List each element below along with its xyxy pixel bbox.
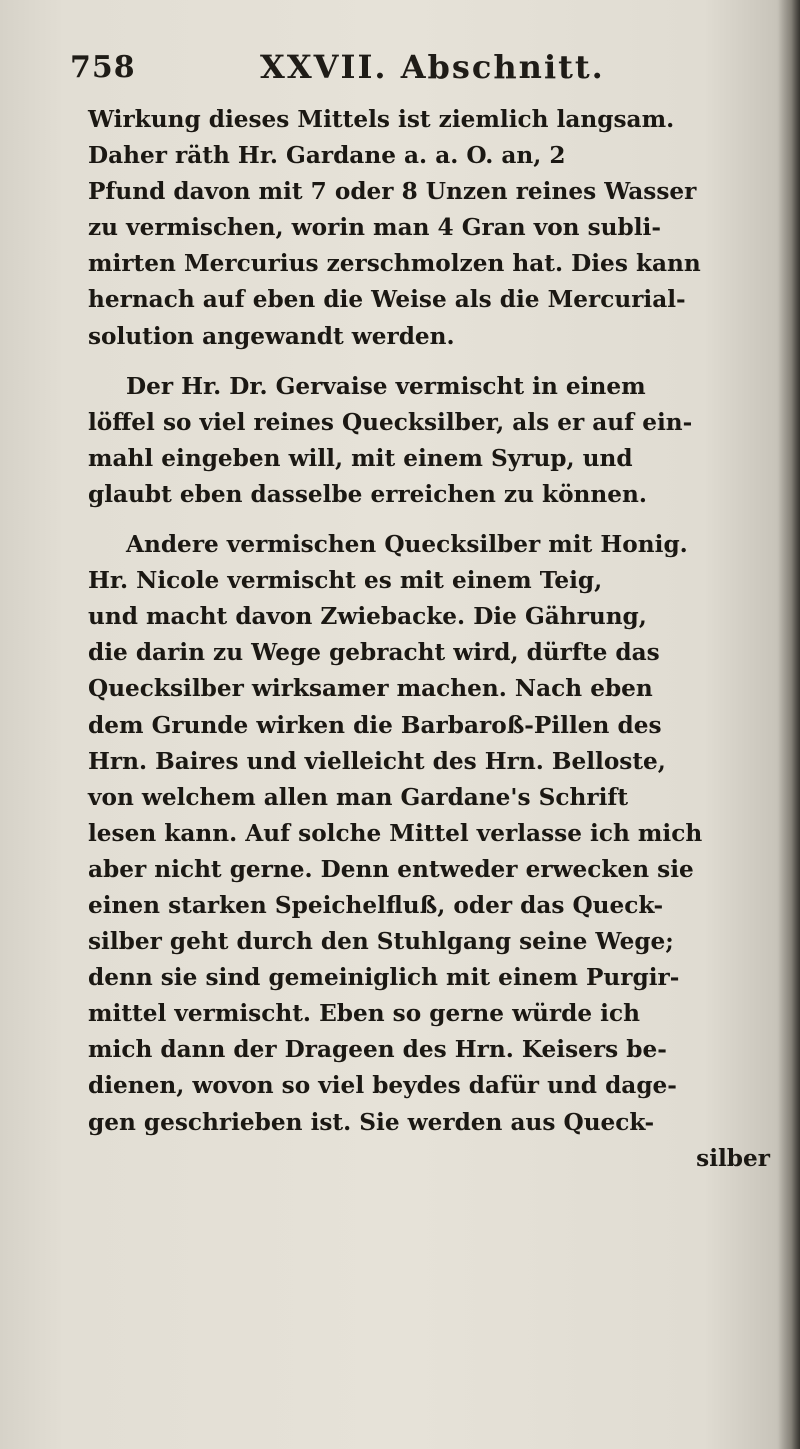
text-line: mittel vermischt. Eben so gerne würde ich [88,1000,640,1028]
text-line: mich dann der Drageen des Hrn. Keisers be- [88,1036,667,1064]
text-line: Quecksilber wirksamer machen. Nach eben [88,675,653,703]
text-line: von welchem allen man Gardane's Schrift [88,783,629,811]
text-line: die darin zu Wege gebracht wird, dürfte das [88,639,660,667]
text-line: aber nicht gerne. Denn entweder erwecken sie [88,855,694,883]
text-line: lesen kann. Auf solche Mittel verlasse ich mich [88,819,703,847]
paragraph-gap [88,513,778,527]
text-line: Der Hr. Dr. Gervaise vermischt in einem [126,372,646,400]
text-line: mirten Mercurius zerschmolzen hat. Dies kann [88,250,701,278]
body-text [88,102,778,1177]
text-line: löffel so viel reines Quecksilber, als er auf ein- [88,408,693,436]
text-line: Wirkung dieses Mittels ist ziemlich langsam. [88,106,675,133]
text-line: glaubt eben dasselbe erreichen zu können. [88,480,647,508]
text-line: silber geht durch den Stuhlgang seine Wege; [88,928,674,956]
text-line: Hrn. Baires und vielleicht des Hrn. Belloste, [88,747,666,775]
page-number: 758 [70,50,136,85]
running-title: XXVII. Abschnitt. [260,48,605,86]
text-line: Hr. Nicole vermischt es mit einem Teig, [88,567,603,595]
paragraph-gap [88,355,778,369]
text-line: einen starken Speichelfluß, oder das Queck- [88,891,664,919]
text-line: denn sie sind gemeiniglich mit einem Purgir- [88,964,680,992]
text-line: Andere vermischen Quecksilber mit Honig. [126,531,688,559]
text-line: zu vermischen, worin man 4 Gran von subli- [88,214,661,242]
text-line: Daher räth Hr. Gardane a. a. O. an, 2 [88,142,566,170]
text-line: mahl eingeben will, mit einem Syrup, und [88,444,633,472]
catchword: silber [696,1144,770,1172]
text-line: solution angewandt werden. [88,322,455,350]
text-line: Pfund davon mit 7 oder 8 Unzen reines Wasser [88,178,697,206]
text-line: dienen, wovon so viel beydes dafür und dage- [88,1072,677,1100]
page-edge-shadow [778,0,800,1449]
text-line: gen geschrieben ist. Sie werden aus Queck- [88,1108,655,1136]
text-line: und macht davon Zwiebacke. Die Gährung, [88,603,647,631]
text-line: hernach auf eben die Weise als die Mercurial- [88,286,686,314]
text-line: dem Grunde wirken die Barbaroß-Pillen des [88,711,662,739]
page-header [70,48,770,88]
